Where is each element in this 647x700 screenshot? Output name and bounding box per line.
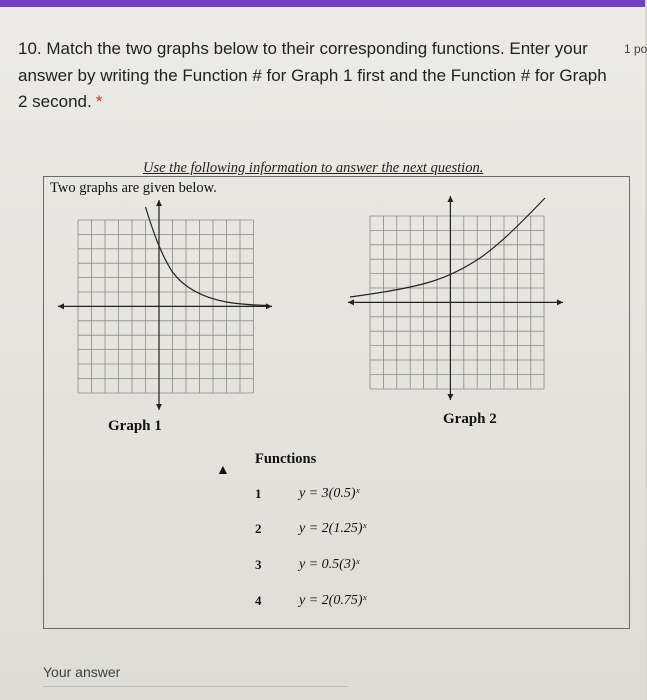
- answer-input[interactable]: Your answer: [43, 664, 121, 680]
- graph-1: [55, 195, 285, 420]
- question-text: [18, 36, 608, 116]
- function-number: 3: [255, 557, 262, 572]
- answer-input-underline: [43, 686, 348, 687]
- graph-2-label: Graph 2: [443, 411, 497, 427]
- given-text: Two graphs are given below.: [50, 180, 217, 196]
- mouse-pointer-icon: ▲: [216, 461, 230, 477]
- question-title: 10. Match the two graphs below to their corresponding functions. Enter your answer by writing the Function # for Graph 1 first and the Function # for Graph 2 second.: [18, 39, 607, 111]
- instruction-text: Use the following information to answer the next question.: [143, 160, 484, 176]
- graph-2-curve: [350, 198, 545, 297]
- function-number: 4: [255, 593, 262, 608]
- points-label: 1 po: [624, 42, 647, 56]
- function-equation: y = 2(1.25)ˣ: [299, 521, 367, 536]
- functions-title: Functions: [255, 451, 317, 467]
- function-equation: y = 0.5(3)ˣ: [299, 557, 360, 572]
- form-accent-bar: [0, 0, 645, 7]
- function-equation: y = 2(0.75)ˣ: [299, 593, 367, 608]
- function-number: 1: [255, 486, 262, 501]
- function-equation: y = 3(0.5)ˣ: [299, 486, 360, 501]
- function-number: 2: [255, 521, 262, 536]
- graph-1-label: Graph 1: [108, 418, 162, 434]
- graph-2: [345, 190, 570, 405]
- required-asterisk: *: [95, 92, 103, 111]
- graph-1-curve: [146, 207, 269, 306]
